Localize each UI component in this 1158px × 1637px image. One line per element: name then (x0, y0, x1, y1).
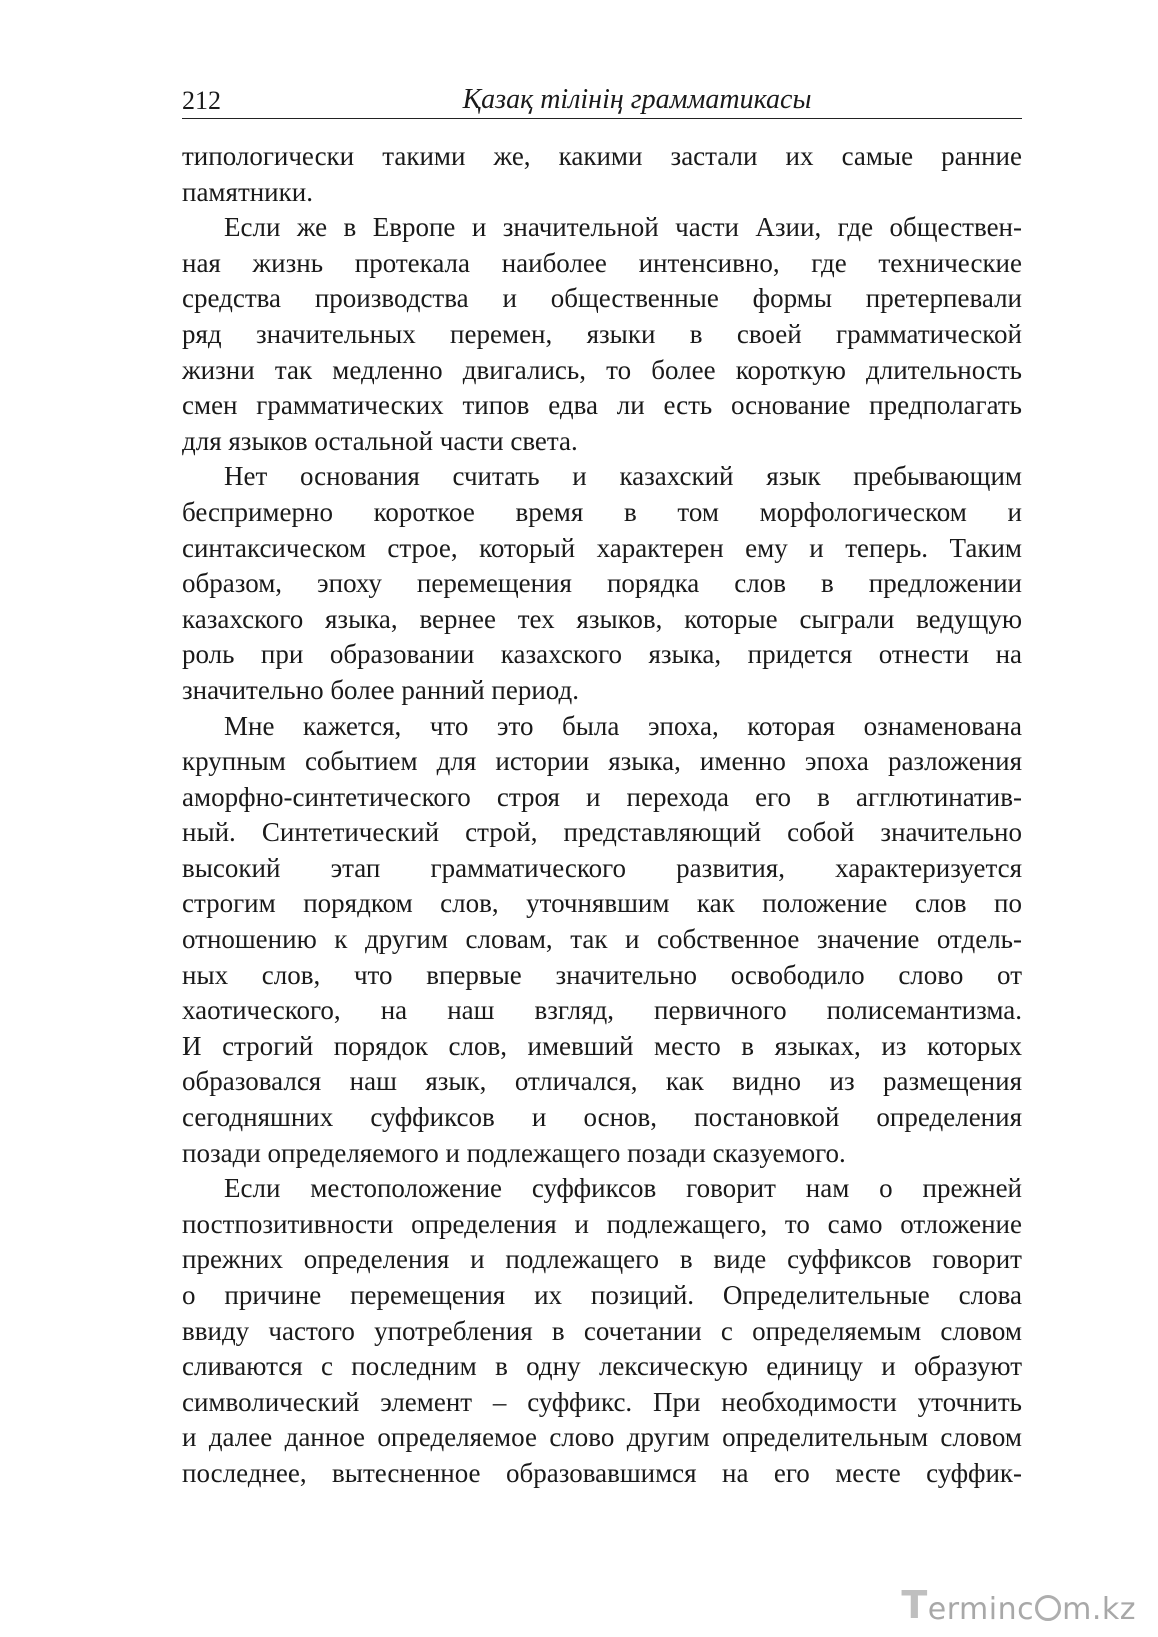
text-line: ный. Синтетический строй, представляющий собой значительно (182, 817, 1022, 848)
text-line: о причине перемещения их позиций. Определительные слова (182, 1280, 1022, 1310)
text-line: Мне кажется, что это была эпоха, которая ознаменована (224, 710, 1022, 741)
text-line: и далее данное определяемое слово другим определительным словом (182, 1422, 1022, 1453)
text-line: синтаксическом строе, который характерен ему и теперь. Таким (182, 532, 1022, 563)
paragraph (182, 459, 1022, 708)
watermark-middle: erminc (927, 1592, 1035, 1627)
page-number: 212 (182, 86, 221, 115)
text-line: беспримерно короткое время в том морфологическом и (182, 496, 1022, 527)
text-line: ная жизнь протекала наиболее интенсивно, где технические (182, 247, 1022, 278)
text-line: строгим порядком слов, уточнявшим как положение слов по (182, 888, 1022, 919)
paragraph (182, 1171, 1022, 1491)
text-line: роль при образовании казахского языка, придется отнести на (182, 639, 1022, 670)
text-line: ряд значительных перемен, языки в своей грамматической (182, 318, 1022, 349)
text-line: Если же в Европе и значительной части Азии, где обществен- (224, 212, 1022, 243)
watermark-domain: m.kz (1062, 1592, 1136, 1627)
text-line: символический элемент – суффикс. При необходимости уточнить (182, 1386, 1022, 1417)
body-text (182, 139, 1022, 1492)
text-line: высокий этап грамматического развития, характеризуется (182, 852, 1022, 883)
text-line: отношению к другим словам, так и собственное значение отдель- (182, 924, 1022, 955)
text-line: хаотического, на наш взгляд, первичного полисемантизма. (182, 995, 1022, 1026)
text-line: для языков остальной части света. (182, 425, 578, 456)
text-line: образом, эпоху перемещения порядка слов в предложении (182, 568, 1022, 599)
text-line: Если местоположение суффиксов говорит нам о прежней (224, 1173, 1022, 1204)
termincom-watermark (901, 1583, 1136, 1627)
paragraph (182, 210, 1022, 459)
running-header (182, 78, 1022, 119)
text-line: последнее, вытесненное образовавшимся на его месте суффик- (182, 1457, 1022, 1488)
text-line: аморфно-синтетического строя и перехода его в агглютинатив- (182, 781, 1022, 812)
paragraph (182, 139, 1022, 210)
text-line: жизни так медленно двигались, то более короткую длительность (182, 354, 1022, 385)
text-line: сливаются с последним в одну лексическую единицу и образуют (182, 1351, 1022, 1382)
text-line: Нет основания считать и казахский язык пребывающим (224, 461, 1022, 492)
text-line: значительно более ранний период. (182, 674, 580, 705)
text-line: прежних определения и подлежащего в виде суффиксов говорит (182, 1244, 1022, 1275)
text-line: постпозитивности определения и подлежащего, то само отложение (182, 1208, 1022, 1239)
watermark-o-ring-icon (1035, 1595, 1061, 1621)
running-title: Қазақ тілінің грамматикасы (462, 84, 812, 115)
text-line: смен грамматических типов едва ли есть основание предполагать (182, 390, 1022, 421)
text-line: памятники. (182, 176, 313, 207)
text-line: ввиду частого употребления в сочетании с определяемым словом (182, 1315, 1022, 1346)
text-line: сегодняшних суффиксов и основ, постановкой определения (182, 1102, 1022, 1133)
text-line: образовался наш язык, отличался, как видно из размещения (182, 1066, 1022, 1097)
text-line: казахского языка, вернее тех языков, которые сыграли ведущую (182, 603, 1022, 634)
watermark-t-letter: T (901, 1583, 928, 1627)
text-line: И строгий порядок слов, имевший место в языках, из которых (182, 1030, 1022, 1061)
text-line: ных слов, что впервые значительно освободило слово от (182, 959, 1022, 990)
text-line: крупным событием для истории языка, именно эпоха разложения (182, 746, 1022, 777)
paragraph (182, 709, 1022, 1172)
text-line: средства производства и общественные формы претерпевали (182, 283, 1022, 314)
text-line: позади определяемого и подлежащего позади сказуемого. (182, 1137, 846, 1168)
text-line: типологически такими же, какими застали их самые ранние (182, 141, 1022, 171)
